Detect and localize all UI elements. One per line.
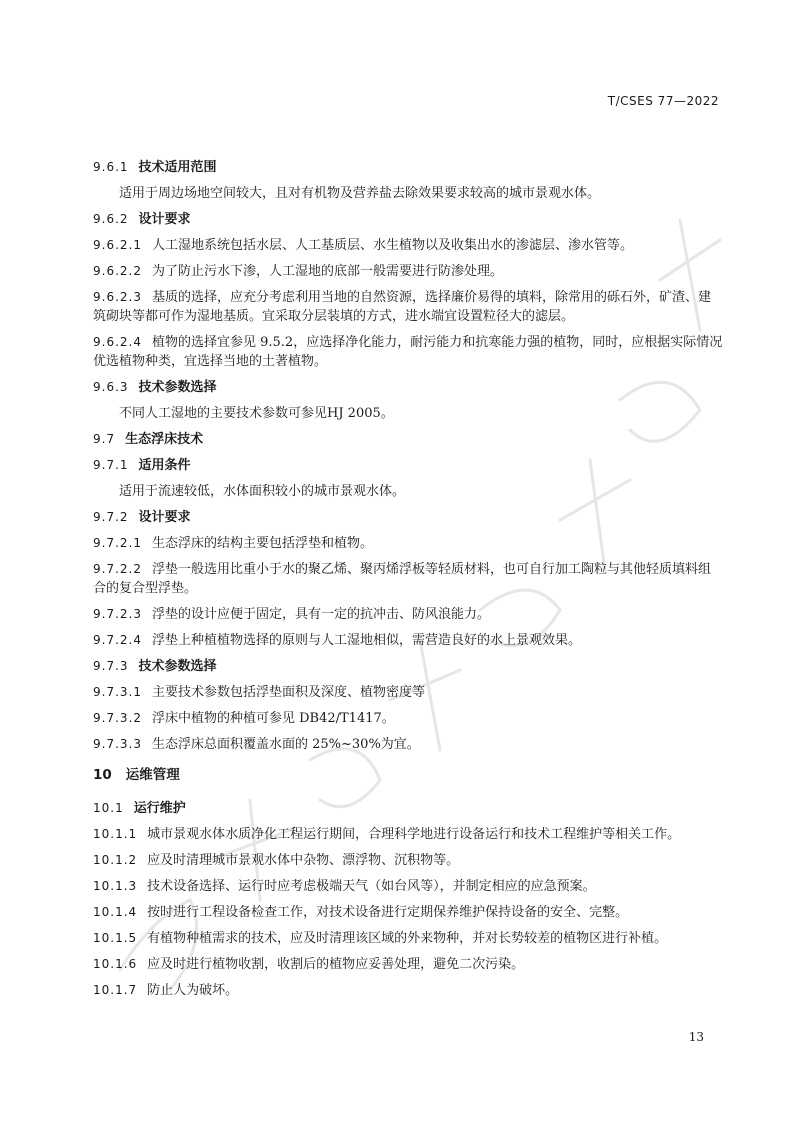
clause-text: 城市景观水体水质净化工程运行期间，合理科学地进行设备运行和技术工程维护等相关工作。 [147, 827, 681, 842]
clause-item [93, 605, 723, 624]
clause-number: 9.6.2 [93, 212, 129, 226]
clause-number: 9.7.2.2 [93, 562, 142, 576]
clause-item [93, 851, 723, 870]
clause-text: 主要技术参数包括浮垫面积及深度、植物密度等 [151, 685, 425, 700]
clause-text: 生态浮床的结构主要包括浮垫和植物。 [151, 536, 373, 551]
heading-title: 技术参数选择 [138, 659, 217, 674]
clause-text: 生态浮床总面积覆盖水面的 25%~30%为宜。 [151, 737, 420, 752]
clause-item [93, 534, 723, 553]
section-heading [93, 158, 723, 177]
section-heading [93, 799, 723, 818]
clause-item [93, 333, 723, 371]
clause-number: 10.1.5 [93, 931, 138, 945]
heading-title: 运行维护 [133, 801, 186, 816]
clause-text: 浮垫一般选用比重小于水的聚乙烯、聚丙烯浮板等轻质材料，也可自行加工陶粒与其他轻质填料组合的复合型浮垫。 [93, 562, 711, 596]
heading-title: 技术适用范围 [138, 160, 217, 175]
clause-text: 基质的选择，应充分考虑利用当地的自然资源，选择廉价易得的填料，除常用的砾石外，矿渣、建筑砌块等都可作为湿地基质。宜采取分层装填的方式，进水端宜设置粒径大的滤层。 [93, 290, 711, 324]
clause-text: 浮床中植物的种植可参见 DB42/T1417。 [151, 711, 395, 726]
clause-number: 10.1.3 [93, 879, 138, 893]
heading-title: 设计要求 [138, 212, 191, 227]
clause-number: 10.1.2 [93, 853, 138, 867]
clause-item [93, 236, 723, 255]
section-heading [93, 210, 723, 229]
clause-text: 防止人为破坏。 [147, 983, 239, 998]
section-heading [93, 378, 723, 397]
chapter-heading [93, 766, 723, 785]
clause-number: 9.7.1 [93, 458, 129, 472]
clause-number: 10.1.6 [93, 957, 138, 971]
clause-text: 人工湿地系统包括水层、人工基质层、水生植物以及收集出水的渗滤层、渗水管等。 [151, 238, 633, 253]
clause-item [93, 560, 723, 598]
clause-number: 9.7.3 [93, 659, 129, 673]
section-heading [93, 430, 723, 449]
heading-title: 生态浮床技术 [125, 432, 204, 447]
clause-item [93, 825, 723, 844]
clause-number: 10.1 [93, 801, 124, 815]
document-body [93, 158, 723, 1007]
clause-number: 9.7.3.3 [93, 737, 142, 751]
heading-title: 设计要求 [138, 510, 191, 525]
clause-number: 9.7.3.1 [93, 685, 142, 699]
heading-title: 技术参数选择 [138, 380, 217, 395]
clause-item [93, 735, 723, 754]
clause-number: 9.7.2.4 [93, 633, 142, 647]
clause-number: 9.7.3.2 [93, 711, 142, 725]
clause-text: 浮垫上种植植物选择的原则与人工湿地相似，需营造良好的水上景观效果。 [151, 633, 581, 648]
heading-title: 运维管理 [125, 767, 180, 783]
clause-text: 应及时清理城市景观水体中杂物、漂浮物、沉积物等。 [147, 853, 460, 868]
section-heading [93, 657, 723, 676]
page-number: 13 [688, 1030, 704, 1044]
paragraph: 适用于流速较低，水体面积较小的城市景观水体。 [119, 484, 406, 499]
clause-item [93, 877, 723, 896]
clause-number: 9.6.2.4 [93, 335, 142, 349]
clause-number: 9.7 [93, 432, 116, 446]
clause-number: 9.7.2.1 [93, 536, 142, 550]
paragraph: 不同人工湿地的主要技术参数可参见HJ 2005。 [119, 406, 394, 421]
clause-number: 9.7.2.3 [93, 607, 142, 621]
section-heading [93, 456, 723, 475]
clause-text: 有植物种植需求的技术，应及时清理该区域的外来物种，并对长势较差的植物区进行补植。 [147, 931, 668, 946]
clause-item [93, 631, 723, 650]
clause-item [93, 929, 723, 948]
clause-text: 为了防止污水下渗，人工湿地的底部一般需要进行防渗处理。 [151, 264, 503, 279]
heading-title: 适用条件 [138, 458, 191, 473]
clause-number: 9.6.3 [93, 380, 129, 394]
clause-number: 10 [93, 767, 112, 783]
clause-text: 按时进行工程设备检查工作，对技术设备进行定期保养维护保持设备的安全、完整。 [147, 905, 629, 920]
clause-text: 植物的选择宜参见 9.5.2，应选择净化能力，耐污能力和抗寒能力强的植物，同时，应根据实际情况优选植物种类，宜选择当地的土著植物。 [93, 335, 723, 369]
clause-number: 9.6.1 [93, 160, 129, 174]
clause-number: 9.6.2.2 [93, 264, 142, 278]
clause-text: 浮垫的设计应便于固定，具有一定的抗冲击、防风浪能力。 [151, 607, 490, 622]
clause-item [93, 955, 723, 974]
clause-number: 10.1.4 [93, 905, 138, 919]
clause-number: 10.1.7 [93, 983, 138, 997]
clause-item [93, 288, 723, 326]
clause-number: 9.7.2 [93, 510, 129, 524]
document-code: T/CSES 77—2022 [607, 94, 719, 108]
clause-item [93, 903, 723, 922]
clause-number: 9.6.2.3 [93, 290, 142, 304]
clause-item [93, 262, 723, 281]
clause-text: 技术设备选择、运行时应考虑极端天气（如台风等），并制定相应的应急预案。 [147, 879, 596, 894]
clause-number: 10.1.1 [93, 827, 138, 841]
paragraph: 适用于周边场地空间较大，且对有机物及营养盐去除效果要求较高的城市景观水体。 [119, 186, 601, 201]
clause-item [93, 683, 723, 702]
clause-item [93, 981, 723, 1000]
clause-text: 应及时进行植物收割，收割后的植物应妥善处理，避免二次污染。 [147, 957, 525, 972]
section-heading [93, 508, 723, 527]
clause-item [93, 709, 723, 728]
clause-number: 9.6.2.1 [93, 238, 142, 252]
